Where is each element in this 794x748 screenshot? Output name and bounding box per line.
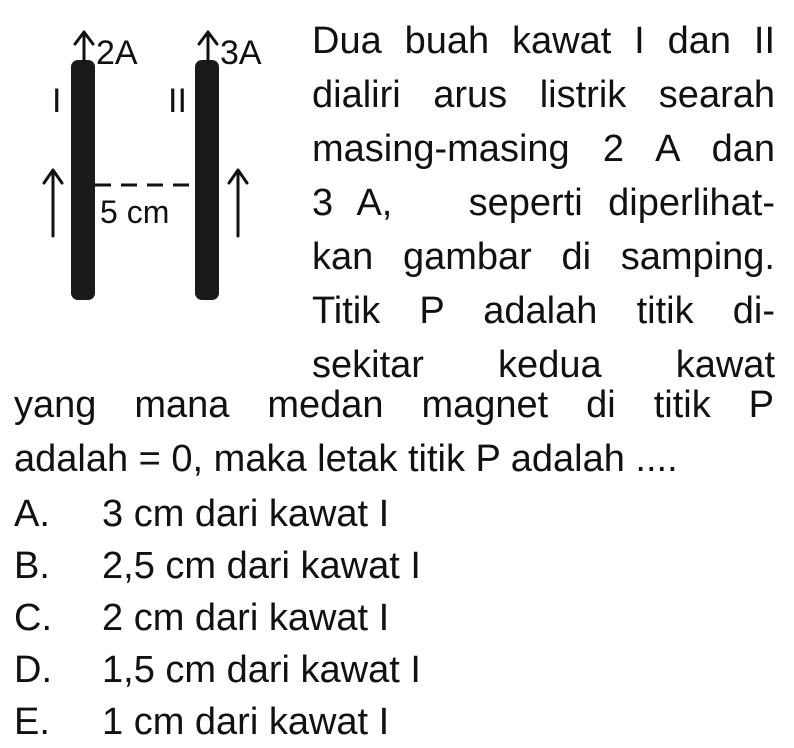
current-2-label: 3A	[220, 34, 262, 72]
wire-2-label: II	[168, 82, 187, 120]
question-intro	[312, 14, 775, 392]
intro-line: masing-masing 2 A dan	[312, 128, 775, 170]
option-key: E.	[14, 701, 50, 743]
wire-1	[71, 60, 95, 300]
intro-line: Titik P adalah titik di-	[312, 290, 775, 332]
option-b[interactable]	[14, 540, 421, 592]
direction-arrow-left-icon	[44, 170, 62, 236]
option-text: 2 cm dari kawat I	[102, 597, 390, 639]
intro-line: sekitar kedua kawat	[312, 344, 775, 386]
continuation-line: adalah = 0, maka letak titik P adalah ....	[14, 438, 678, 480]
answer-options	[14, 488, 421, 748]
option-e[interactable]	[14, 696, 421, 748]
option-key: D.	[14, 649, 52, 691]
continuation-line: yang mana medan magnet di titik P	[14, 384, 774, 426]
intro-line: 3 A, seperti diperlihat-	[312, 182, 775, 224]
current-arrow-2-icon	[199, 32, 217, 62]
option-c[interactable]	[14, 592, 421, 644]
option-key: C.	[14, 597, 52, 639]
current-1-label: 2A	[96, 34, 138, 72]
option-text: 1,5 cm dari kawat I	[102, 649, 421, 691]
wire-figure	[0, 0, 300, 330]
intro-line: Dua buah kawat I dan II	[312, 20, 775, 62]
distance-label: 5 cm	[100, 194, 170, 230]
option-key: A.	[14, 493, 50, 535]
option-text: 3 cm dari kawat I	[102, 493, 390, 535]
intro-line: kan gambar di samping.	[312, 236, 775, 278]
direction-arrow-right-icon	[229, 170, 247, 236]
option-key: B.	[14, 545, 50, 587]
option-d[interactable]	[14, 644, 421, 696]
intro-line: dialiri arus listrik searah	[312, 74, 775, 116]
option-text: 2,5 cm dari kawat I	[102, 545, 421, 587]
option-text: 1 cm dari kawat I	[102, 701, 390, 743]
current-arrow-1-icon	[75, 32, 93, 62]
wire-1-label: I	[52, 82, 62, 120]
question-continuation	[14, 378, 774, 486]
wire-2	[195, 60, 219, 300]
option-a[interactable]	[14, 488, 421, 540]
